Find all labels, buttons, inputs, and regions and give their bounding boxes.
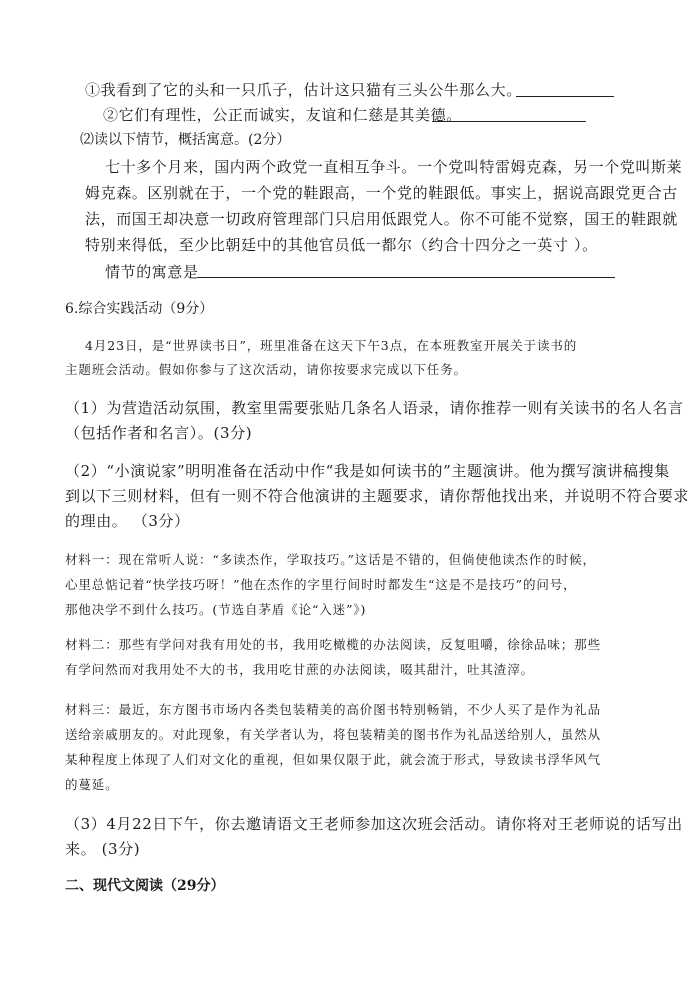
task-2-line: 的理由。 （3分） [65,512,190,530]
task-1-line: （包括作者和名言）。(3分) [65,424,253,442]
material-3-line: 材料三：最近，东方图书市场内各类包装精美的高价图书特别畅销，不少人买了是作为礼品 [65,702,602,717]
passage-line: 法，而国王却决意一切政府管理部门只启用低跟党人。你不可能不觉察，国王的鞋跟就 [85,210,678,228]
material-3-line: 送给亲戚朋友的。对此现象，有关学者认为，将包装精美的图书作为礼品送给别人，虽然从 [65,727,602,742]
sentence-1: ①我看到了它的头和一只爪子，估计这只猫有三头公牛那么大。 [85,81,522,99]
intro-line: 主题班会活动。假如你参与了这次活动，请你按要求完成以下任务。 [65,362,468,377]
material-1-line: 心里总惦记着“快学技巧呀！”他在杰作的字里行间时时都发生“这是不是技巧”的问号， [65,577,577,592]
task-3-line: 来。 (3分) [65,840,141,858]
material-2-line: 有学问然而对我用处不大的书，我用吃甘蔗的办法阅读，啜其甜汁，吐其渣滓。 [65,662,535,677]
material-1-line: 那他决学不到什么技巧。(节选自茅盾《论“入迷”》) [65,602,367,617]
passage-line: 特别来得低，至少比朝廷中的其他官员低一都尔（约合十四分之一英寸 ）。 [85,236,598,254]
answer-blank-3 [197,277,615,278]
material-2-line: 材料二：那些有学问对我有用处的书，我用吃橄榄的办法阅读，反复咀嚼，徐徐品味；那些 [65,637,602,652]
question-prompt: ⑵读以下情节，概括寓意。(2分） [80,132,291,148]
answer-label: 情节的寓意是 [105,263,199,281]
task-1-line: （1）为营造活动氛围，教室里需要张贴几条名人语录，请你推荐一则有关读书的名人名言 [65,399,684,417]
material-3-line: 某种程度上体现了人们对文化的重视，但如果仅限于此，就会流于形式，导致读书浮华风气 [65,752,602,767]
section-2-title: 二、现代文阅读（29分） [65,878,225,894]
answer-blank-2 [432,121,586,122]
material-1-line: 材料一：现在常听人说：“多读杰作，学取技巧。”这话是不错的，但倘使他读杰作的时候， [65,552,596,567]
task-3-line: （3）4月22日下午，你去邀请语文王老师参加这次班会活动。请你将对王老师说的话写出 [65,815,683,833]
question-6-title: 6.综合实践活动（9分） [65,301,214,317]
passage-line: 姆克森。区别就在于，一个党的鞋跟高，一个党的鞋跟低。事实上，据说高跟党更合古 [85,184,678,202]
sentence-2: ②它们有理性，公正而诚实，友谊和仁慈是其美德。 [103,106,462,124]
answer-blank-1 [516,96,614,97]
task-2-line: （2）“小演说家”明明准备在活动中作“我是如何读书的”主题演讲。他为撰写演讲稿搜集 [65,462,670,480]
intro-line: 4月23日，是“世界读书日”，班里准备在这天下午3点，在本班教室开展关于读书的 [85,338,578,353]
task-2-line: 到以下三则材料，但有一则不符合他演讲的主题要求，请你帮他找出来，并说明不符合要求 [65,487,690,505]
material-3-line: 的蔓延。 [65,777,119,792]
passage-line: 七十多个月来，国内两个政党一直相互争斗。一个党叫特雷姆克森，另一个党叫斯莱 [105,158,683,176]
